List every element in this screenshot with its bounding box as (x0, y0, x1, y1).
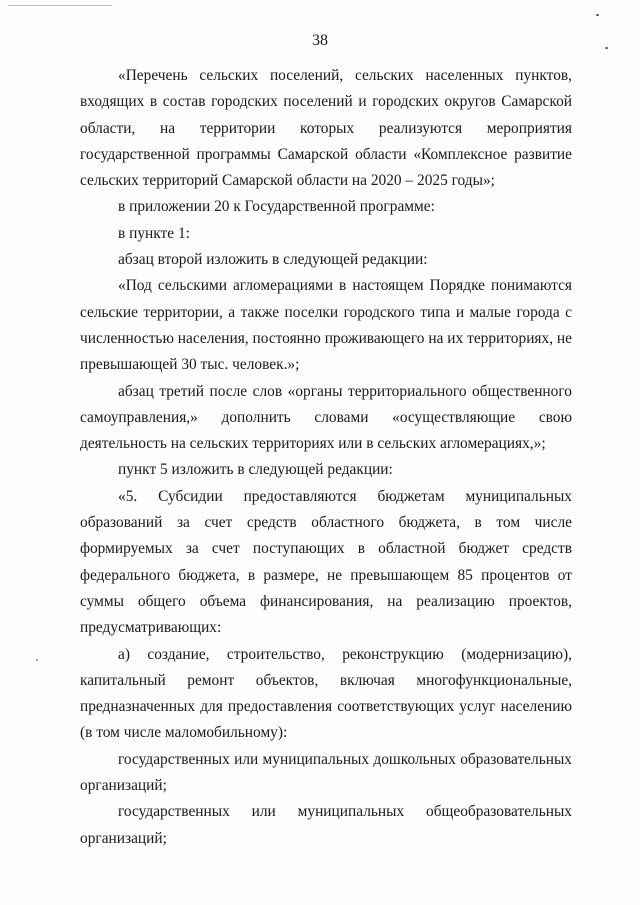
paragraph-agglomeration-definition: «Под сельскими агломерациями в настоящем Порядке понимаются сельские территории, а также поселки городского типа и малые города с численностью населения, постоянно проживающего на их территориях, не превышающей 30 тыс. человек.»; (80, 277, 572, 374)
document-body (80, 63, 572, 852)
paragraph-second-clause: абзац второй изложить в следующей редакции: (118, 251, 428, 269)
paragraph-list-title: «Перечень сельских поселений, сельских населенных пунктов, входящих в состав городских поселений и городских округов Самарской области, на территории которых реализуются мероприятия государственной программы Самарской области «Комплексное развитие сельских территорий Самарской области на 2020 – 2025 годы»; (80, 67, 572, 190)
paragraph-item-a: а) создание, строительство, реконструкцию (модернизацию), капитальный ремонт объектов, включая многофункциональные, предназначенных для предоставления соответствующих услуг населению (в том числе маломобильному): (80, 645, 572, 742)
paragraph-point-1: в пункте 1: (118, 224, 190, 242)
paragraph-subsidies: «5. Субсидии предоставляются бюджетам муниципальных образований за счет средств областного бюджета, в том числе формируемых за счет поступающих в областной бюджет средств федерального бюджета, в размере, не превышающем 85 процентов от суммы общего объема финансирования, на реализацию проектов, предусматривающих: (80, 487, 572, 637)
paragraph-preschool-organizations: государственных или муниципальных дошкольных образовательных организаций; (80, 750, 572, 795)
paragraph-third-clause: абзац третий после слов «органы территориального общественного самоуправления,» дополнить словами «осуществляющие свою деятельность на сельских территориях или в сельских агломерациях,»; (80, 382, 572, 453)
scan-edge-line (8, 5, 112, 6)
paragraph-general-education-organizations: государственных или муниципальных общеобразовательных организаций; (80, 803, 572, 847)
scan-speck (596, 14, 599, 16)
page-number: 38 (312, 32, 328, 49)
scan-speck (36, 659, 38, 661)
paragraph-point-5: пункт 5 изложить в следующей редакции: (118, 461, 393, 479)
paragraph-appendix-20: в приложении 20 к Государственной программе: (118, 198, 435, 216)
